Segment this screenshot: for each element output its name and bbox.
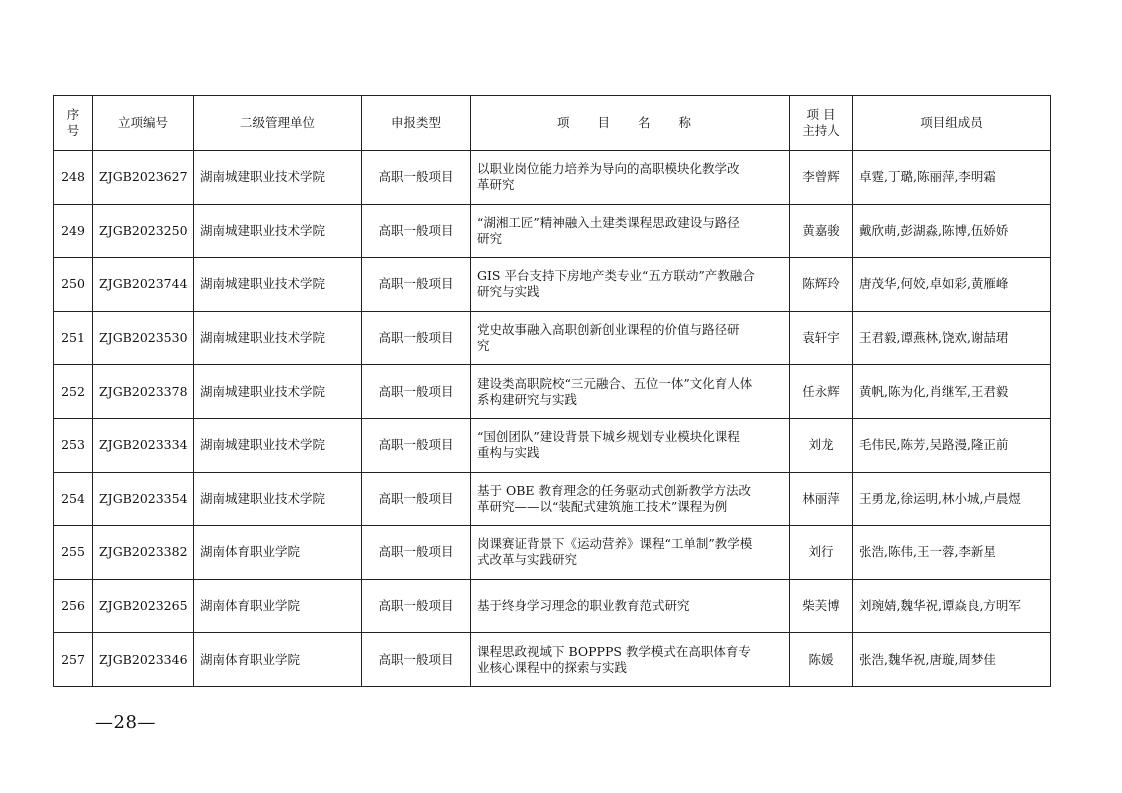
cell-type: 高职一般项目 [362,151,471,205]
cell-unit: 湖南城建职业技术学院 [194,151,362,205]
table-row [54,311,1051,365]
cell-title: 建设类高职院校“三元融合、五位一体”文化育人体 系构建研究与实践 [471,365,790,419]
cell-title: 基于 OBE 教育理念的任务驱动式创新教学方法改 革研究——以“装配式建筑施工技术”课程为例 [471,472,790,526]
cell-leader: 柴芙博 [790,579,853,633]
cell-unit: 湖南城建职业技术学院 [194,365,362,419]
cell-leader: 任永辉 [790,365,853,419]
cell-title: 以职业岗位能力培养为导向的高职模块化教学改 革研究 [471,151,790,205]
cell-seq: 248 [54,151,93,205]
header-leader: 项 目 主持人 [790,96,853,151]
cell-title: 基于终身学习理念的职业教育范式研究 [471,579,790,633]
cell-seq: 255 [54,526,93,580]
cell-code: ZJGB2023378 [93,365,194,419]
table-row [54,258,1051,312]
cell-seq: 249 [54,204,93,258]
cell-members: 毛伟民,陈芳,吴路漫,隆正前 [853,418,1051,472]
cell-title: GIS 平台支持下房地产类专业“五方联动”产教融合 研究与实践 [471,258,790,312]
cell-members: 王勇龙,徐运明,林小城,卢晨煜 [853,472,1051,526]
cell-seq: 252 [54,365,93,419]
cell-type: 高职一般项目 [362,579,471,633]
header-unit: 二级管理单位 [194,96,362,151]
table-row [54,472,1051,526]
cell-members: 刘琬婧,魏华祝,谭焱良,方明军 [853,579,1051,633]
cell-title: “国创团队”建设背景下城乡规划专业模块化课程 重构与实践 [471,418,790,472]
cell-unit: 湖南体育职业学院 [194,633,362,687]
table-row [54,579,1051,633]
cell-type: 高职一般项目 [362,204,471,258]
cell-title: “湖湘工匠”精神融入土建类课程思政建设与路径 研究 [471,204,790,258]
cell-leader: 刘行 [790,526,853,580]
cell-members: 卓霆,丁璐,陈丽萍,李明霜 [853,151,1051,205]
cell-unit: 湖南体育职业学院 [194,526,362,580]
cell-seq: 250 [54,258,93,312]
header-row [54,96,1051,151]
cell-code: ZJGB2023744 [93,258,194,312]
project-table [53,95,1051,687]
cell-code: ZJGB2023334 [93,418,194,472]
header-seq: 序 号 [54,96,93,151]
cell-type: 高职一般项目 [362,311,471,365]
cell-leader: 陈辉玲 [790,258,853,312]
table-row [54,365,1051,419]
cell-members: 张浩,魏华祝,唐璇,周梦佳 [853,633,1051,687]
cell-members: 张浩,陈伟,王一蓉,李新星 [853,526,1051,580]
page-number: —28— [95,712,156,733]
table-row [54,633,1051,687]
cell-code: ZJGB2023354 [93,472,194,526]
cell-unit: 湖南城建职业技术学院 [194,311,362,365]
cell-seq: 251 [54,311,93,365]
cell-leader: 陈媛 [790,633,853,687]
table-row [54,151,1051,205]
header-type: 申报类型 [362,96,471,151]
cell-leader: 袁轩宇 [790,311,853,365]
table-row [54,526,1051,580]
cell-type: 高职一般项目 [362,258,471,312]
cell-type: 高职一般项目 [362,472,471,526]
cell-title: 岗课赛证背景下《运动营养》课程“工单制”教学模 式改革与实践研究 [471,526,790,580]
cell-leader: 刘龙 [790,418,853,472]
cell-unit: 湖南城建职业技术学院 [194,204,362,258]
cell-members: 唐茂华,何姣,卓如彩,黄雁峰 [853,258,1051,312]
header-members: 项目组成员 [853,96,1051,151]
cell-seq: 257 [54,633,93,687]
cell-leader: 黄嘉骏 [790,204,853,258]
table-row [54,204,1051,258]
cell-members: 王君毅,谭燕林,饶欢,谢喆珺 [853,311,1051,365]
cell-unit: 湖南体育职业学院 [194,579,362,633]
cell-members: 黄帆,陈为化,肖继军,王君毅 [853,365,1051,419]
cell-code: ZJGB2023346 [93,633,194,687]
cell-code: ZJGB2023250 [93,204,194,258]
cell-members: 戴欣萌,彭湖淼,陈博,伍娇娇 [853,204,1051,258]
cell-code: ZJGB2023627 [93,151,194,205]
cell-leader: 李曾辉 [790,151,853,205]
cell-unit: 湖南城建职业技术学院 [194,258,362,312]
cell-title: 党史故事融入高职创新创业课程的价值与路径研 究 [471,311,790,365]
cell-unit: 湖南城建职业技术学院 [194,418,362,472]
cell-seq: 253 [54,418,93,472]
cell-title: 课程思政视域下 BOPPPS 教学模式在高职体育专 业核心课程中的探索与实践 [471,633,790,687]
cell-type: 高职一般项目 [362,526,471,580]
cell-seq: 254 [54,472,93,526]
cell-leader: 林丽萍 [790,472,853,526]
cell-type: 高职一般项目 [362,418,471,472]
cell-type: 高职一般项目 [362,633,471,687]
cell-seq: 256 [54,579,93,633]
cell-type: 高职一般项目 [362,365,471,419]
cell-unit: 湖南城建职业技术学院 [194,472,362,526]
header-code: 立项编号 [93,96,194,151]
cell-code: ZJGB2023382 [93,526,194,580]
cell-code: ZJGB2023265 [93,579,194,633]
table-row [54,418,1051,472]
header-title: 项 目 名 称 [471,96,790,151]
cell-code: ZJGB2023530 [93,311,194,365]
